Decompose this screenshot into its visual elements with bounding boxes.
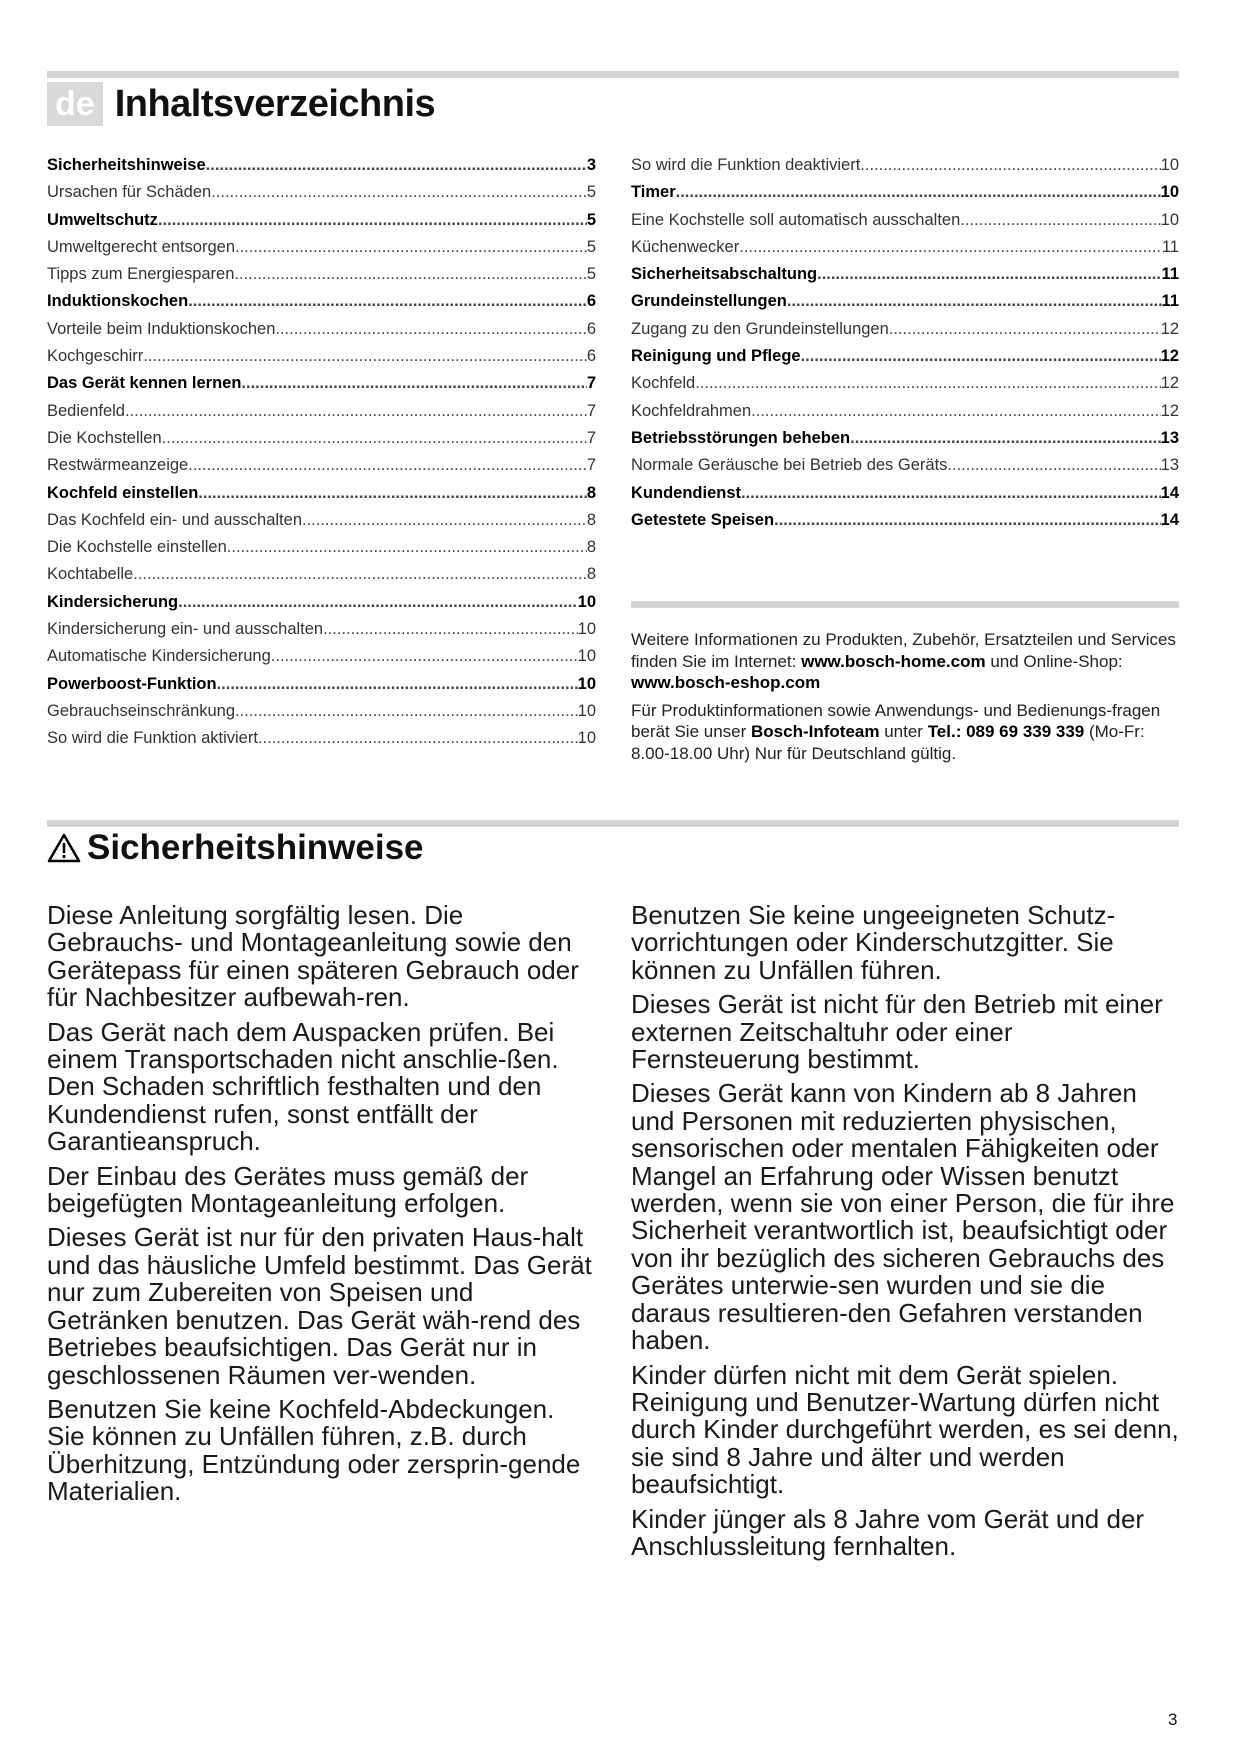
toc-entry[interactable] [47,207,596,234]
dot-leader [227,534,587,561]
safety-paragraph: Kinder dürfen nicht mit dem Gerät spielen. Reinigung und Benutzer-Wartung dürfen nicht durch Kinder durchgeführt werden, es sei denn, sie sind 8 Jahre und älter und werden beaufsichtigt. [631,1359,1179,1500]
eshop-link[interactable]: www.bosch-eshop.com [631,673,821,692]
toc-header [47,82,435,126]
safety-paragraph: Das Gerät nach dem Auspacken prüfen. Bei einem Transportschaden nicht anschlie-ßen. Den Schaden schriftlich festhalten und den Kundendienst rufen, sonst entfällt der Garantieanspruch. [47,1016,559,1157]
dot-leader [695,370,1160,397]
toc-entry-title: Kochfeldrahmen [631,401,752,420]
toc-entry-title: Kindersicherung ein- und ausschalten [47,620,324,639]
toc-entry[interactable] [631,370,1179,397]
toc-entry-page: 6 [586,292,596,311]
toc-entry-title: Küchenwecker [631,237,740,256]
dot-leader [275,316,586,343]
toc-entry-title: Umweltgerecht entsorgen [47,237,236,256]
toc-entry-title: Eine Kochstelle soll automatisch ausschalten [631,210,961,229]
safety-paragraph: Kinder jünger als 8 Jahre vom Gerät und der Anschlussleitung fernhalten. [631,1503,1145,1561]
toc-entry-page: 11 [1161,292,1179,311]
info-internet: Weitere Informationen zu Produkten, Zubehör, Ersatzteilen und Services finden Sie im Internet: www.bosch-home.com und Online-Shop: www.bosch-eshop.com [631,630,1176,692]
dot-leader [188,452,587,479]
toc-entry-page: 10 [1160,183,1179,202]
dot-leader [302,507,587,534]
toc-entry-page: 8 [586,565,596,584]
toc-entry-title: Das Kochfeld ein- und ausschalten [47,510,302,529]
toc-entry-page: 7 [586,428,596,447]
toc-entry-title: Timer [631,183,676,202]
website-link[interactable]: www.bosch-home.com [801,651,986,671]
dot-leader [206,152,587,179]
toc-entry-title: Betriebsstörungen beheben [631,428,851,447]
dot-leader [211,179,587,206]
toc-entry[interactable] [631,288,1179,315]
toc-entry[interactable] [631,343,1179,370]
toc-entry[interactable] [631,425,1179,452]
toc-entry-page: 13 [1160,428,1179,447]
toc-entry-title: Kindersicherung [47,592,179,611]
toc-entry-page: 5 [586,210,596,229]
toc-entry-page: 10 [1160,156,1179,174]
toc-entry-title: Reinigung und Pflege [631,347,801,366]
toc-entry-title: Grundeinstellungen [631,292,787,311]
toc-entry-page: 10 [577,647,596,666]
toc-entry-page: 12 [1160,401,1179,420]
dot-leader [125,398,587,425]
dot-leader [217,671,578,698]
toc-entry-title: Das Gerät kennen lernen [47,374,242,393]
phone-number: Tel.: 089 69 339 339 [927,722,1085,741]
toc-entry-page: 5 [586,265,596,284]
safety-paragraph: Diese Anleitung sorgfältig lesen. Die Gebrauchs- und Montageanleitung sowie den Gerätepass für einen späteren Gebrauch oder für Nachbesitzer aufbewah-ren. [47,900,579,1013]
toc-entry-page: 8 [586,538,596,557]
dot-leader [162,425,587,452]
info-box [631,629,1181,770]
toc-entry-title: Sicherheitshinweise [47,156,206,174]
toc-entry-page: 14 [1160,483,1179,502]
toc-entry[interactable] [631,179,1179,206]
toc-entry[interactable] [47,725,596,752]
dot-leader [271,643,578,670]
dot-leader [751,398,1160,425]
toc-entry[interactable] [47,316,596,343]
toc-entry-title: Kochtabelle [47,565,134,584]
toc-entry-title: So wird die Funktion aktiviert [47,729,258,748]
info-hotline: Für Produktinformationen sowie Anwendungs- und Bedienungs-fragen berät Sie unser Bosch-Infoteam unter Tel.: 089 69 339 339 (Mo-Fr: 8.00-18.00 Uhr) Nur für Deutschland gültig. [631,700,1161,763]
dot-leader [234,261,586,288]
warning-triangle-icon [47,833,81,863]
safety-paragraph: Benutzen Sie keine Kochfeld-Abdeckungen. Sie können zu Unfällen führen, z.B. durch Überhitzung, Entzündung oder zersprin-gende Materialien. [47,1393,581,1507]
toc-entry-title: Induktionskochen [47,292,189,311]
toc-entry-page: 13 [1160,456,1179,475]
toc-entry-page: 10 [577,701,596,720]
dot-leader [741,480,1161,507]
toc-entry[interactable] [631,261,1179,288]
toc-entry[interactable] [47,507,596,534]
page-title: Inhaltsverzeichnis [114,82,436,125]
toc-entry[interactable] [47,398,596,425]
toc-entry-title: Getestete Speisen [631,510,775,529]
toc-entry-title: Gebrauchseinschränkung [47,701,236,720]
toc-entry[interactable] [47,561,596,588]
dot-leader [860,152,1160,179]
toc-entry[interactable] [47,698,596,725]
toc-entry-title: Kundendienst [631,483,741,502]
toc-entry-page: 12 [1160,319,1179,338]
dot-leader [739,234,1162,261]
toc-entry-page: 12 [1160,374,1179,393]
toc-entry-page: 6 [586,319,596,338]
toc-entry-title: Vorteile beim Induktionskochen [47,319,276,338]
dot-leader [158,207,587,234]
toc-entry[interactable] [47,671,596,698]
toc-entry[interactable] [47,452,596,479]
toc-entry[interactable] [631,316,1179,343]
info-rule [631,601,1179,608]
section-rule [47,820,1179,827]
toc-entry-page: 11 [1161,237,1179,256]
language-badge: de [47,82,103,126]
safety-paragraph: Dieses Gerät ist nicht für den Betrieb mit einer externen Zeitschaltuhr oder einer Fernsteuerung bestimmt. [631,989,1163,1075]
dot-leader [817,261,1161,288]
toc-entry[interactable] [47,589,596,616]
toc-entry-page: 10 [577,729,596,748]
toc-entry-title: Ursachen für Schäden [47,183,212,202]
toc-entry-page: 7 [586,401,596,420]
dot-leader [258,725,578,752]
toc-entry-title: So wird die Funktion deaktiviert [631,156,861,174]
dot-leader [178,589,578,616]
toc-entry-title: Umweltschutz [47,210,158,229]
toc-entry[interactable] [631,207,1179,234]
toc-entry-title: Kochfeld [631,374,696,393]
dot-leader [143,343,587,370]
toc-entry[interactable] [47,234,596,261]
header-rule [47,71,1179,78]
dot-leader [235,234,587,261]
toc-entry-title: Die Kochstellen [47,428,162,447]
toc-entry[interactable] [47,152,596,179]
safety-paragraph: Dieses Gerät ist nur für den privaten Haus-halt und das häusliche Umfeld bestimmt. Das Gerät nur zum Zubereiten von Speisen und Getränken benutzen. Das Gerät wäh-rend des Betriebes beaufsichtigen. Das Gerät nur in geschlossenen Räumen ver-wenden. [47,1222,592,1390]
toc-entry-page: 6 [586,347,596,366]
toc-entry-title: Restwärmeanzeige [47,456,189,475]
dot-leader [787,288,1162,315]
dot-leader [960,207,1160,234]
toc-entry-page: 7 [586,374,596,393]
toc-entry[interactable] [47,643,596,670]
safety-paragraph: Dieses Gerät kann von Kindern ab 8 Jahren und Personen mit reduzierten physischen, sensorischen oder mentalen Fähigkeiten oder Mangel an Erfahrung oder Wissen benutzt werden, wenn sie von einer Person, die für ihre Sicherheit verantwortlich ist, beaufsichtigt oder von ihr bezüglich des sicheren Gebrauchs des Gerätes unterwie-sen wurden und sie die daraus resultieren-den Gefahren verstanden haben. [631,1078,1175,1356]
toc-entry[interactable] [47,480,596,507]
toc-entry-title: Normale Geräusche bei Betrieb des Geräts [631,456,948,475]
toc-entry[interactable] [631,452,1179,479]
page-number: 3 [1168,1710,1178,1729]
toc-entry[interactable] [631,234,1179,261]
toc-entry[interactable] [47,370,596,397]
dot-leader [801,343,1161,370]
toc-entry-page: 8 [586,510,596,529]
toc-entry-page: 14 [1160,510,1179,529]
dot-leader [235,698,578,725]
dot-leader [188,288,587,315]
toc-entry-page: 5 [586,183,596,202]
toc-entry-page: 7 [586,456,596,475]
section-heading: Sicherheitshinweise [47,828,424,868]
toc-entry[interactable] [47,288,596,315]
toc-entry-page: 8 [586,483,596,502]
dot-leader [889,316,1161,343]
toc-entry-title: Powerboost-Funktion [47,674,217,693]
toc-entry-page: 10 [577,592,596,611]
toc-entry-page: 10 [577,674,596,693]
dot-leader [676,179,1161,206]
toc-entry-title: Bedienfeld [47,401,125,420]
toc-entry[interactable] [631,398,1179,425]
toc-left-column [47,152,596,753]
dot-leader [850,425,1161,452]
toc-entry[interactable] [631,480,1179,507]
toc-entry-page: 10 [577,620,596,639]
toc-entry[interactable] [47,179,596,206]
toc-entry-title: Die Kochstelle einstellen [47,538,227,557]
toc-entry[interactable] [631,152,1179,179]
toc-entry[interactable] [47,616,596,643]
body-left-column [47,902,597,1513]
safety-paragraph: Benutzen Sie keine ungeeigneten Schutz-vorrichtungen oder Kinderschutzgitter. Sie können zu Unfällen führen. [631,900,1116,985]
toc-entry-page: 3 [586,156,596,174]
toc-entry-title: Kochgeschirr [47,347,144,366]
safety-paragraph: Der Einbau des Gerätes muss gemäß der beigefügten Montageanleitung erfolgen. [47,1160,529,1219]
dot-leader [198,480,587,507]
dot-leader [947,452,1160,479]
toc-entry[interactable] [47,261,596,288]
toc-right-column [631,152,1179,534]
toc-entry-title: Zugang zu den Grundeinstellungen [631,319,889,338]
toc-entry[interactable] [47,343,596,370]
toc-entry-page: 11 [1161,265,1179,284]
body-right-column [631,902,1181,1567]
toc-entry-page: 5 [586,237,596,256]
dot-leader [133,561,587,588]
toc-entry-title: Tipps zum Energiesparen [47,265,235,284]
toc-entry-page: 12 [1160,347,1179,366]
toc-entry[interactable] [47,425,596,452]
dot-leader [323,616,578,643]
toc-entry[interactable] [47,534,596,561]
toc-entry-title: Automatische Kindersicherung [47,647,271,666]
dot-leader [241,370,586,397]
toc-entry-title: Kochfeld einstellen [47,483,199,502]
toc-entry-page: 10 [1160,210,1179,229]
toc-entry-title: Sicherheitsabschaltung [631,265,818,284]
toc-entry[interactable] [631,507,1179,534]
dot-leader [774,507,1161,534]
